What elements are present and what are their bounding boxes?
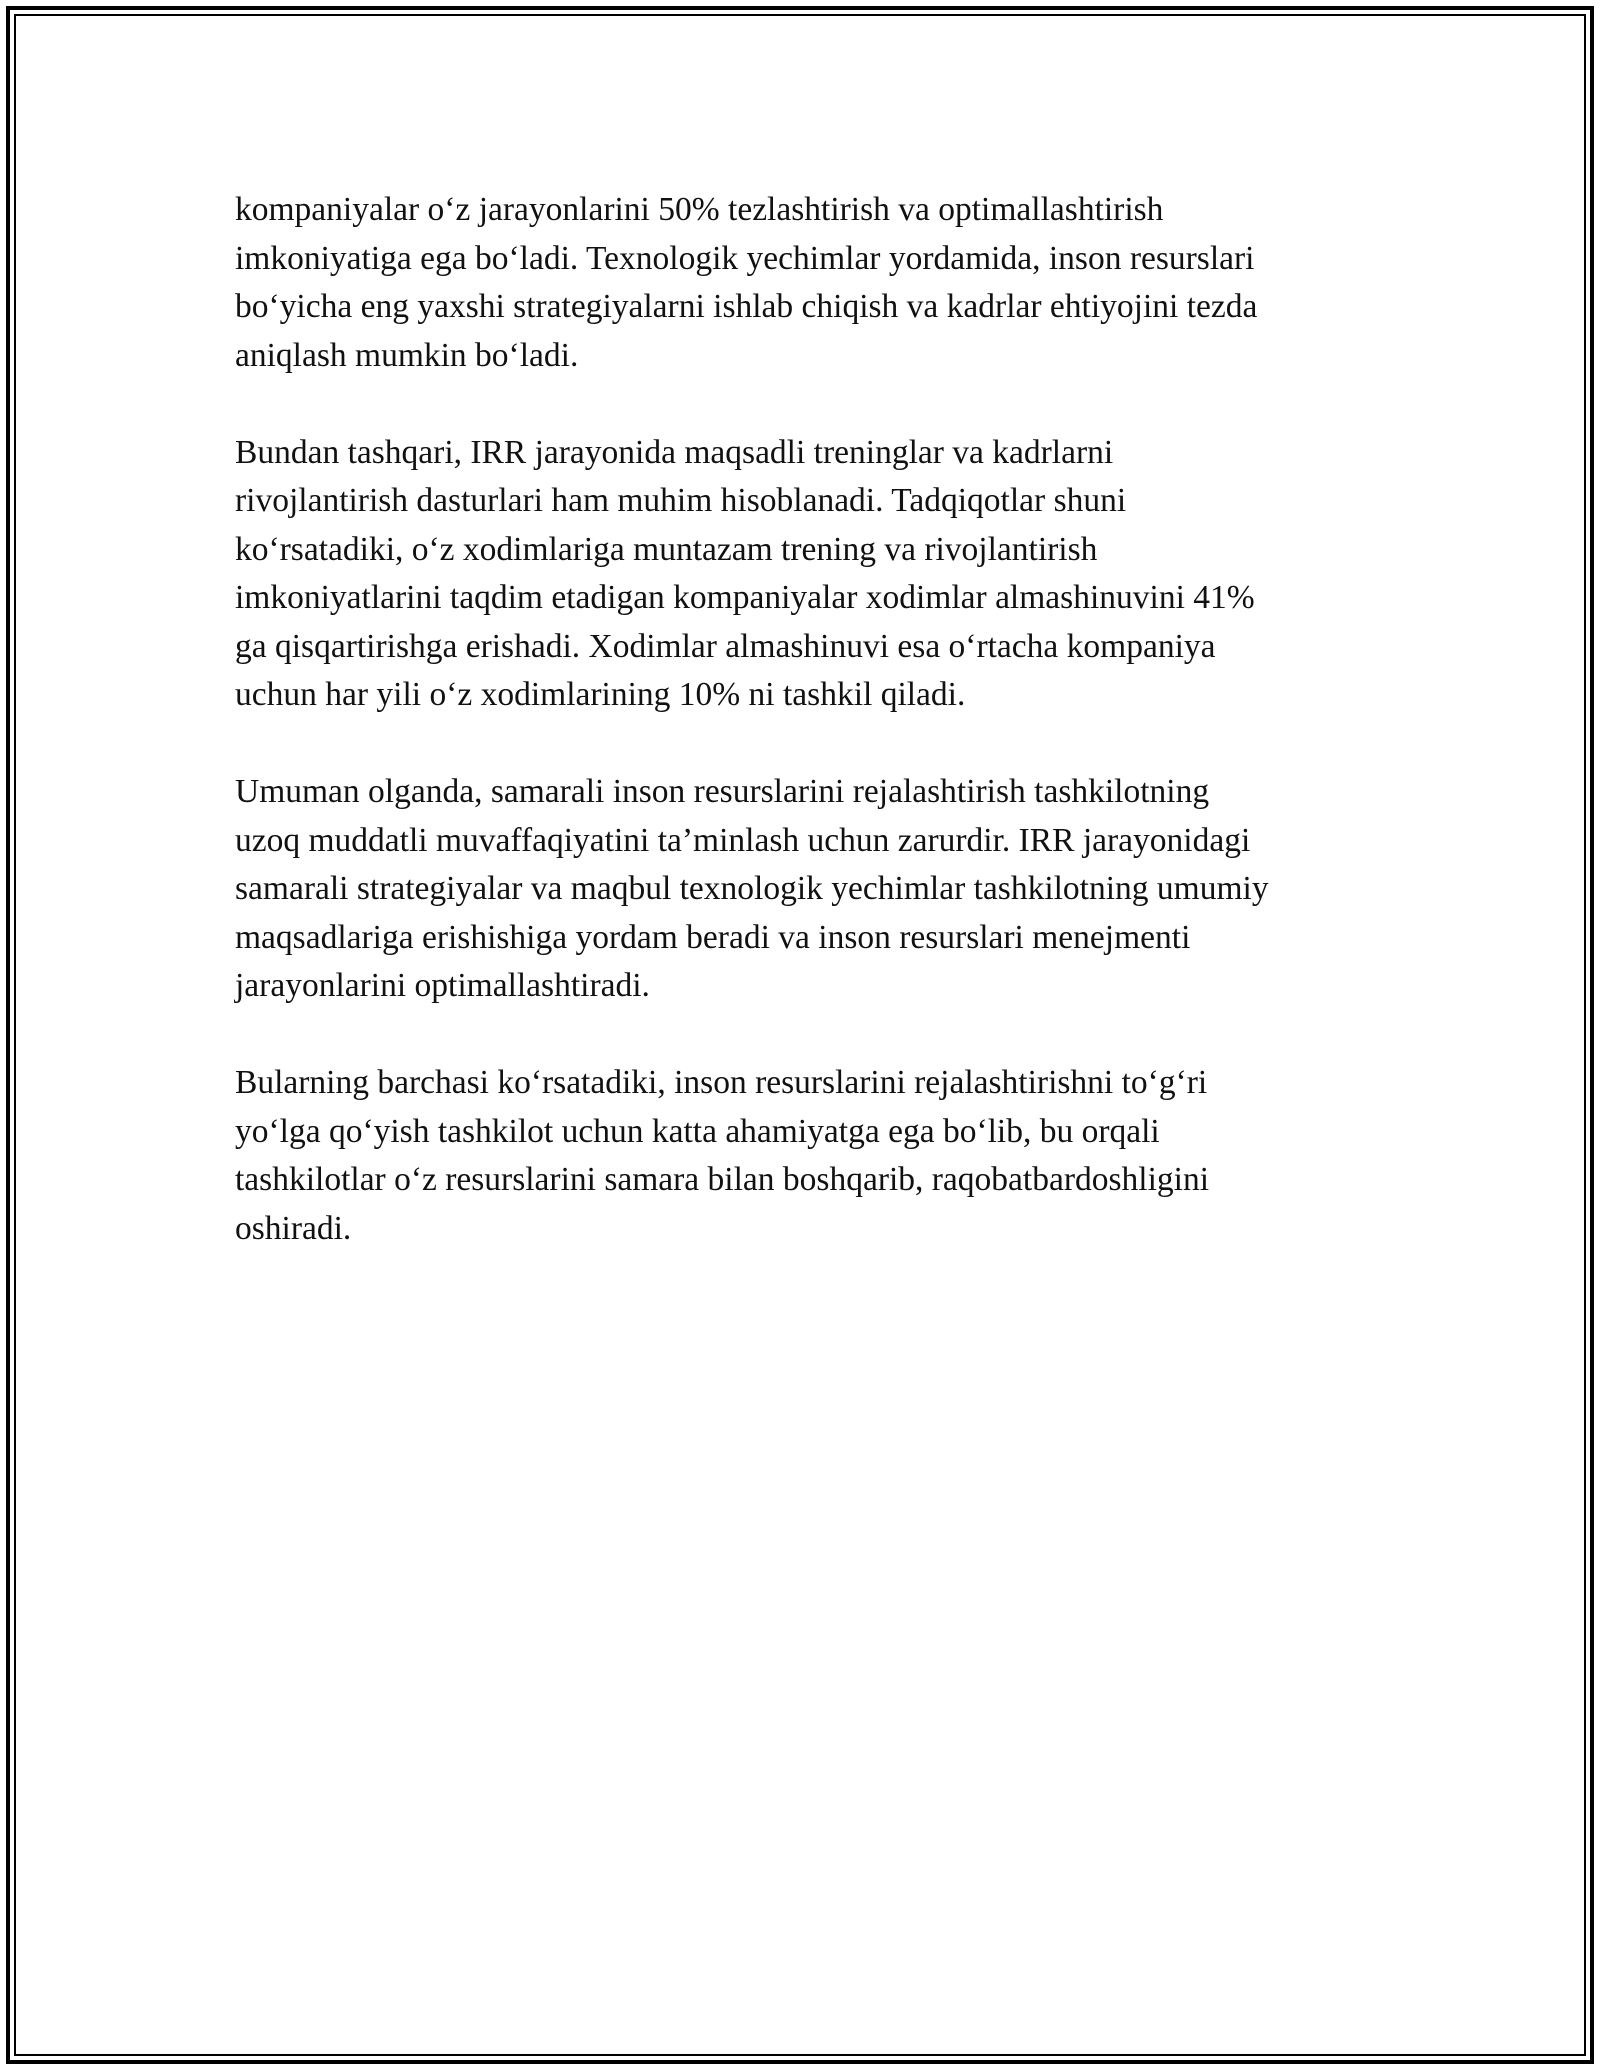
text-line: uchun har yili o‘z xodimlarining 10% ni tashkil qiladi.	[235, 676, 966, 713]
text-line: oshiradi.	[235, 1209, 352, 1247]
text-line: uzoq muddatli muvaffaqiyatini ta’minlash uchun zarurdir. IRR jarayonidagi	[235, 821, 1251, 859]
text-line: imkoniyatiga ega bo‘ladi. Texnologik yechimlar yordamida, inson resurslari	[235, 239, 1255, 277]
text-line: maqsadlariga erishishiga yordam beradi va inson resurslari menejmenti	[235, 918, 1191, 956]
text-line: aniqlash mumkin bo‘ladi.	[235, 336, 579, 374]
text-line: yo‘lga qo‘yish tashkilot uchun katta ahamiyatga ega bo‘lib, bu orqali	[235, 1112, 1160, 1150]
text-line: jarayonlarini optimallashtiradi.	[235, 967, 650, 1004]
text-line: tashkilotlar o‘z resurslarini samara bilan boshqarib, raqobatbardoshligini	[235, 1161, 1210, 1198]
text-line: imkoniyatlarini taqdim etadigan kompaniyalar xodimlar almashinuvini 41%	[235, 579, 1255, 616]
text-line: samarali strategiyalar va maqbul texnologik yechimlar tashkilotning umumiy	[235, 870, 1269, 907]
document-body	[235, 186, 1395, 1302]
text-line: ko‘rsatadiki, o‘z xodimlariga muntazam trening va rivojlantirish	[235, 530, 1098, 568]
paragraph-1	[235, 186, 1395, 380]
text-line: Bularning barchasi ko‘rsatadiki, inson resurslarini rejalashtirishni to‘g‘ri	[235, 1064, 1208, 1101]
text-line: Bundan tashqari, IRR jarayonida maqsadli treninglar va kadrlarni	[235, 433, 1114, 471]
paragraph-2	[235, 429, 1395, 720]
text-line: ga qisqartirishga erishadi. Xodimlar almashinuvi esa o‘rtacha kompaniya	[235, 627, 1216, 665]
text-line: bo‘yicha eng yaxshi strategiyalarni ishlab chiqish va kadrlar ehtiyojini tezda	[235, 288, 1258, 325]
paragraph-4	[235, 1059, 1395, 1253]
text-line: Umuman olganda, samarali inson resurslarini rejalashtirish tashkilotning	[235, 773, 1210, 810]
text-line: rivojlantirish dasturlari ham muhim hisoblanadi. Tadqiqotlar shuni	[235, 482, 1127, 519]
text-line: kompaniyalar o‘z jarayonlarini 50% tezlashtirish va optimallashtirish	[235, 191, 1164, 228]
paragraph-3	[235, 768, 1395, 1011]
